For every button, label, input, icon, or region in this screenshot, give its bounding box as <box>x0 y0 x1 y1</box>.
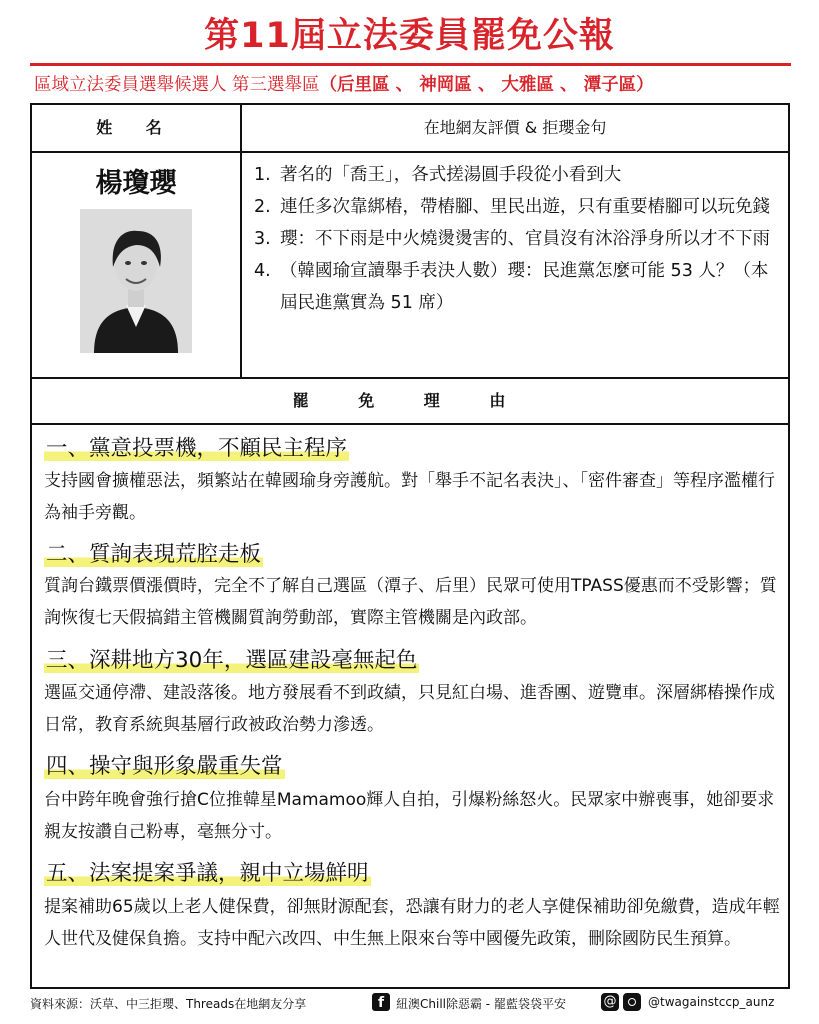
subtitle-prefix: 區域立法委員選舉候選人 第三選舉區 <box>34 75 320 95</box>
reasons-header: 罷 免 理 由 <box>32 377 788 425</box>
reason-title-text: 四、操守與形象嚴重失當 <box>46 754 283 779</box>
threads-icon[interactable]: @ <box>601 993 619 1011</box>
item-number: 1. <box>254 165 271 185</box>
reason-title-text: 二、質詢表現荒腔走板 <box>46 542 262 567</box>
bulletin-table <box>30 103 790 989</box>
table-header-row <box>32 105 788 153</box>
item-number: 4. <box>254 261 271 281</box>
social-handle-link[interactable]: @twagainstccp_aunz <box>648 995 775 1009</box>
reason-body: 台中跨年晚會強行搶C位推韓星Mamamoo輝人自拍，引爆粉絲怒火。民眾家中辦喪事，她卻要求親友按讚自己粉專，毫無分寸。 <box>44 790 775 842</box>
item-text: （韓國瑜宣讀舉手表決人數）瓔：民進黨怎麼可能 53 人？（本屆民進黨實為 51 席） <box>280 261 769 313</box>
header-evaluation: 在地網友評價 & 拒瓔金句 <box>423 118 607 137</box>
item-number: 2. <box>254 197 271 217</box>
column-divider <box>240 105 242 377</box>
evaluation-item <box>254 255 784 319</box>
evaluation-item <box>254 223 784 255</box>
reason-title <box>44 431 349 462</box>
reason-body: 提案補助65歲以上老人健保費，卻無財源配套，恐讓有財力的老人享健保補助卻免繳費，造成年輕人世代及健保負擔。支持中配六改四、中生無上限來台等中國優先政策，刪除國防民生預算。 <box>44 897 780 949</box>
candidate-photo <box>80 209 192 353</box>
reason-title <box>44 643 419 674</box>
reason-title-text: 五、法案提案爭議，親中立場鮮明 <box>46 861 369 886</box>
reason-title <box>44 749 285 780</box>
subtitle-districts: （后里區 、 神岡區 、 大雅區 、 潭子區） <box>319 75 654 95</box>
facebook-icon[interactable]: f <box>372 993 390 1011</box>
reason-title-text: 三、深耕地方30年，選區建設毫無起色 <box>46 648 418 673</box>
evaluation-list <box>254 159 784 319</box>
header-name: 姓 名 <box>96 118 176 137</box>
reason-body: 質詢台鐵票價漲價時，完全不了解自己選區（潭子、后里）民眾可使用TPASS優惠而不受影響；質詢恢復七天假搞錯主管機關質詢勞動部，實際主管機關是內政部。 <box>44 576 777 628</box>
item-text: 著名的「喬王」，各式搓湯圓手段從小看到大 <box>280 165 622 185</box>
candidate-name: 楊瓊瓔 <box>95 168 177 199</box>
item-number: 3. <box>254 229 271 249</box>
reason-title <box>44 537 263 568</box>
page-title: 第11屆立法委員罷免公報 <box>204 16 615 56</box>
portrait-image <box>80 209 192 353</box>
evaluation-item <box>254 159 784 191</box>
instagram-icon[interactable] <box>623 993 641 1011</box>
item-text: 瓔：不下雨是中火燒燙燙害的、官員沒有沐浴淨身所以才不下雨 <box>280 229 770 249</box>
title-divider <box>30 63 791 66</box>
footer <box>30 995 790 1015</box>
evaluation-item <box>254 191 784 223</box>
reason-title <box>44 856 371 887</box>
subtitle <box>34 71 794 96</box>
source-note: 資料來源：沃草、中三拒瓔、Threads在地網友分享 <box>30 997 307 1011</box>
facebook-page-link[interactable]: 紐澳Chill除惡霸 - 罷藍袋袋平安 <box>396 997 566 1011</box>
reason-body: 選區交通停滯、建設落後。地方發展看不到政績，只見紅白場、進香團、遊覽車。深層綁樁操作成日常，教育系統與基層行政被政治勢力滲透。 <box>44 683 775 735</box>
reason-title-text: 一、黨意投票機，不顧民主程序 <box>46 436 348 461</box>
reason-body: 支持國會擴權惡法，頻繁站在韓國瑜身旁護航。對「舉手不記名表決」、「密件審查」等程序濫權行為袖手旁觀。 <box>44 471 775 523</box>
item-text: 連任多次靠綁樁，帶樁腳、里民出遊，只有重要樁腳可以玩免錢 <box>280 197 770 217</box>
